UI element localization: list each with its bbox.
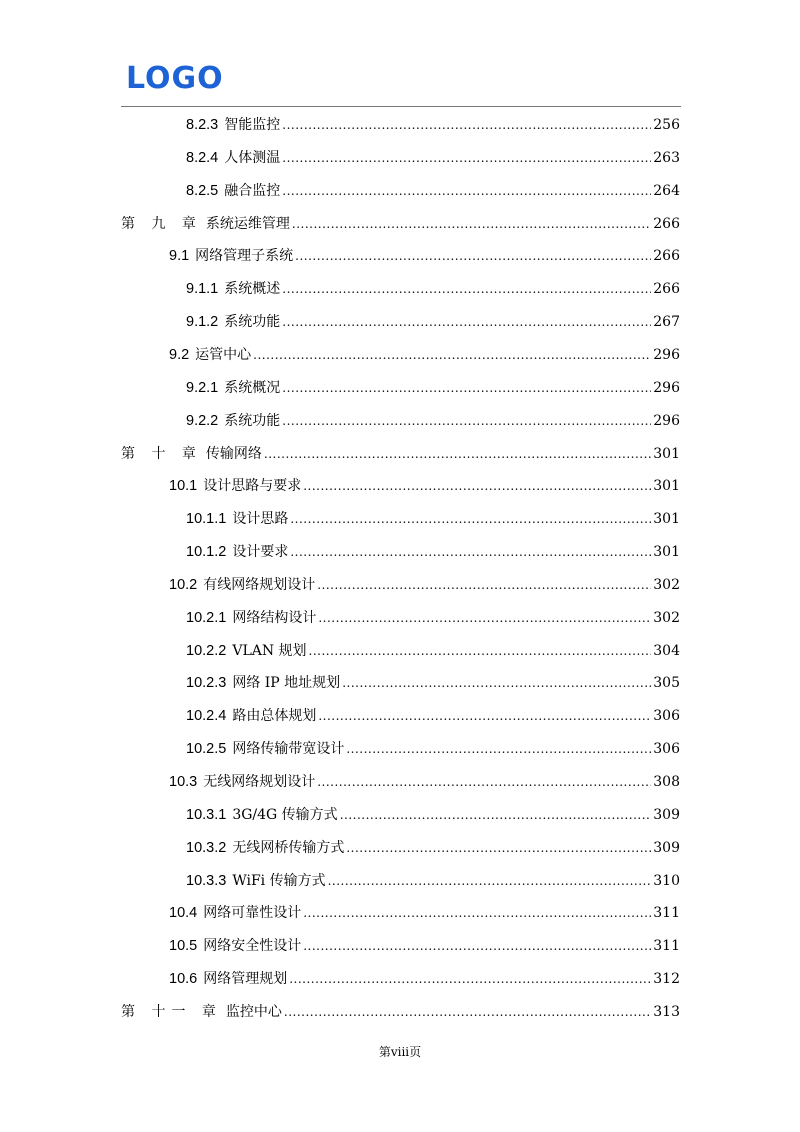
toc-page-number: 256 xyxy=(653,117,680,133)
toc-page-number: 296 xyxy=(653,379,680,396)
toc-leader-dots xyxy=(290,536,651,569)
toc-page-number: 306 xyxy=(653,708,680,725)
toc-title: 设计思路与要求 xyxy=(203,478,302,495)
toc-entry[interactable] xyxy=(186,667,680,700)
toc-entry[interactable] xyxy=(186,142,680,175)
toc-section-number: 10.2.3 xyxy=(186,675,227,692)
toc-leader-dots xyxy=(253,339,651,372)
toc-entry[interactable] xyxy=(186,733,680,766)
page-number-label: 第viii页 xyxy=(378,1045,422,1059)
toc-entry[interactable] xyxy=(169,569,680,602)
toc-leader-dots xyxy=(282,175,651,208)
toc-leader-dots xyxy=(282,405,651,438)
toc-leader-dots xyxy=(290,503,651,536)
toc-page-number: 306 xyxy=(653,741,680,758)
toc-section-number: 9.2 xyxy=(169,346,190,363)
toc-page-number: 301 xyxy=(653,445,680,462)
toc-leader-dots xyxy=(318,700,651,733)
toc-section-number: 10.3 xyxy=(169,774,198,790)
toc-title: VLAN 规划 xyxy=(232,642,307,659)
toc-section-number: 10.2.1 xyxy=(186,609,227,626)
toc-section-number: 8.2.4 xyxy=(186,149,219,166)
toc-title: 智能监控 xyxy=(224,117,281,133)
toc-title: 网络安全性设计 xyxy=(203,938,302,955)
toc-entry[interactable] xyxy=(186,536,680,569)
toc-leader-dots xyxy=(317,766,651,799)
toc-section-number: 10.2.2 xyxy=(186,642,227,659)
toc-page-number: 296 xyxy=(653,346,680,363)
toc-leader-dots xyxy=(282,372,651,405)
toc-entry[interactable] xyxy=(186,865,680,898)
toc-section-number: 10.3.3 xyxy=(186,872,227,889)
toc-leader-dots xyxy=(346,832,651,865)
toc-section-number: 9.1.2 xyxy=(186,314,219,331)
toc-entry[interactable] xyxy=(186,700,680,733)
toc-page-number: 305 xyxy=(653,675,680,692)
toc-title: 系统运维管理 xyxy=(205,215,290,232)
toc-title: 融合监控 xyxy=(224,182,281,199)
toc-leader-dots xyxy=(282,142,651,175)
toc-leader-dots xyxy=(303,470,651,503)
toc-title: 无线网络规划设计 xyxy=(203,774,316,790)
toc-leader-dots xyxy=(303,897,651,930)
toc-leader-dots xyxy=(282,306,651,339)
toc-title: 路由总体规划 xyxy=(232,708,317,725)
toc-entry[interactable] xyxy=(186,832,680,865)
toc-title: 网络可靠性设计 xyxy=(203,905,302,922)
toc-leader-dots xyxy=(295,240,651,273)
toc-entry[interactable] xyxy=(186,799,680,832)
toc-section-number: 8.2.3 xyxy=(186,117,219,133)
toc-leader-dots xyxy=(289,963,651,996)
toc-page-number: 311 xyxy=(653,905,680,922)
toc-page-number: 311 xyxy=(653,938,680,955)
toc-page-number: 302 xyxy=(653,609,680,626)
toc-leader-dots xyxy=(340,799,652,832)
toc-title: 设计思路 xyxy=(232,511,289,528)
toc-entry[interactable] xyxy=(186,273,680,306)
toc-section-number: 9.2.1 xyxy=(186,379,219,396)
toc-title: 传输网络 xyxy=(205,445,262,462)
toc-leader-dots xyxy=(264,438,651,471)
toc-entry[interactable] xyxy=(186,602,680,635)
toc-page-number: 310 xyxy=(653,872,680,889)
toc-entry[interactable] xyxy=(169,339,680,372)
toc-title: 网络传输带宽设计 xyxy=(232,741,345,758)
header-divider xyxy=(121,106,681,107)
toc-section-number: 10.1 xyxy=(169,478,198,495)
toc-page-number: 309 xyxy=(653,806,680,823)
toc-page-number: 266 xyxy=(653,215,680,232)
toc-section-number: 10.1.2 xyxy=(186,544,227,561)
toc-title: 系统概况 xyxy=(224,379,281,396)
toc-page-number: 266 xyxy=(653,248,680,265)
toc-entry[interactable] xyxy=(169,930,680,963)
toc-entry[interactable] xyxy=(186,372,680,405)
toc-entry[interactable] xyxy=(186,405,680,438)
toc-title: 3G/4G 传输方式 xyxy=(232,806,338,823)
toc-leader-dots xyxy=(284,996,651,1029)
toc-entry[interactable] xyxy=(186,306,680,339)
toc-leader-dots xyxy=(292,208,651,241)
toc-section-number: 10.1.1 xyxy=(186,511,227,528)
toc-entry[interactable] xyxy=(186,175,680,208)
toc-chapter-label: 第 九 章 xyxy=(121,215,202,232)
toc-entry[interactable] xyxy=(121,438,680,471)
toc-entry[interactable] xyxy=(121,996,680,1029)
toc-title: 网络 IP 地址规划 xyxy=(232,675,341,692)
toc-page-number: 304 xyxy=(653,642,680,659)
toc-section-number: 10.5 xyxy=(169,938,198,955)
toc-section-number: 9.2.2 xyxy=(186,412,219,429)
toc-page-number: 302 xyxy=(653,576,680,593)
toc-leader-dots xyxy=(303,930,651,963)
toc-page-number: 301 xyxy=(653,511,680,528)
toc-page-number: 313 xyxy=(653,1003,680,1020)
toc-entry[interactable] xyxy=(169,240,680,273)
toc-entry[interactable] xyxy=(186,635,680,668)
toc-title: 系统功能 xyxy=(224,314,281,331)
toc-page-number: 296 xyxy=(653,412,680,429)
toc-page-number: 312 xyxy=(653,971,680,988)
toc-entry[interactable] xyxy=(169,897,680,930)
toc-title: 运管中心 xyxy=(195,346,252,363)
toc-section-number: 9.1.1 xyxy=(186,281,219,298)
toc-page-number: 267 xyxy=(653,314,680,331)
toc-title: 设计要求 xyxy=(232,544,289,561)
toc-page-number: 309 xyxy=(653,839,680,856)
toc-leader-dots xyxy=(309,635,652,668)
toc-leader-dots xyxy=(346,733,651,766)
toc-leader-dots xyxy=(317,569,651,602)
logo: LOGO xyxy=(126,61,224,96)
toc-title: WiFi 传输方式 xyxy=(232,872,326,889)
toc-chapter-label: 第 十一 章 xyxy=(121,1003,222,1020)
toc-leader-dots xyxy=(282,109,651,142)
toc-page-number: 308 xyxy=(653,774,680,790)
toc-title: 监控中心 xyxy=(225,1003,282,1020)
toc-title: 网络结构设计 xyxy=(232,609,317,626)
toc-section-number: 10.2.5 xyxy=(186,741,227,758)
toc-entry[interactable] xyxy=(169,470,680,503)
toc-page-number: 301 xyxy=(653,544,680,561)
toc-title: 有线网络规划设计 xyxy=(203,576,316,593)
toc-section-number: 10.6 xyxy=(169,971,198,988)
toc-section-number: 10.2 xyxy=(169,576,198,593)
toc-entry[interactable] xyxy=(169,766,680,799)
toc-title: 无线网桥传输方式 xyxy=(232,839,345,856)
toc-entry[interactable] xyxy=(186,109,680,142)
toc-section-number: 9.1 xyxy=(169,248,190,265)
toc-entry[interactable] xyxy=(121,208,680,241)
toc-page-number: 263 xyxy=(653,149,680,166)
toc-entry[interactable] xyxy=(186,503,680,536)
toc-title: 系统概述 xyxy=(224,281,281,298)
toc-title: 系统功能 xyxy=(224,412,281,429)
toc-page-number: 264 xyxy=(653,182,680,199)
toc-leader-dots xyxy=(328,865,652,898)
toc-title: 人体测温 xyxy=(224,149,281,166)
page-footer xyxy=(0,1043,800,1060)
toc-chapter-label: 第 十 章 xyxy=(121,445,202,462)
toc-leader-dots xyxy=(282,273,651,306)
toc-leader-dots xyxy=(342,667,651,700)
toc-title: 网络管理规划 xyxy=(203,971,288,988)
toc-title: 网络管理子系统 xyxy=(195,248,294,265)
toc-section-number: 10.2.4 xyxy=(186,708,227,725)
toc-page-number: 301 xyxy=(653,478,680,495)
toc-entry[interactable] xyxy=(169,963,680,996)
toc-page-number: 266 xyxy=(653,281,680,298)
toc-section-number: 10.4 xyxy=(169,905,198,922)
toc-leader-dots xyxy=(318,602,651,635)
toc-section-number: 10.3.2 xyxy=(186,839,227,856)
toc-section-number: 10.3.1 xyxy=(186,806,227,823)
toc-section-number: 8.2.5 xyxy=(186,182,219,199)
